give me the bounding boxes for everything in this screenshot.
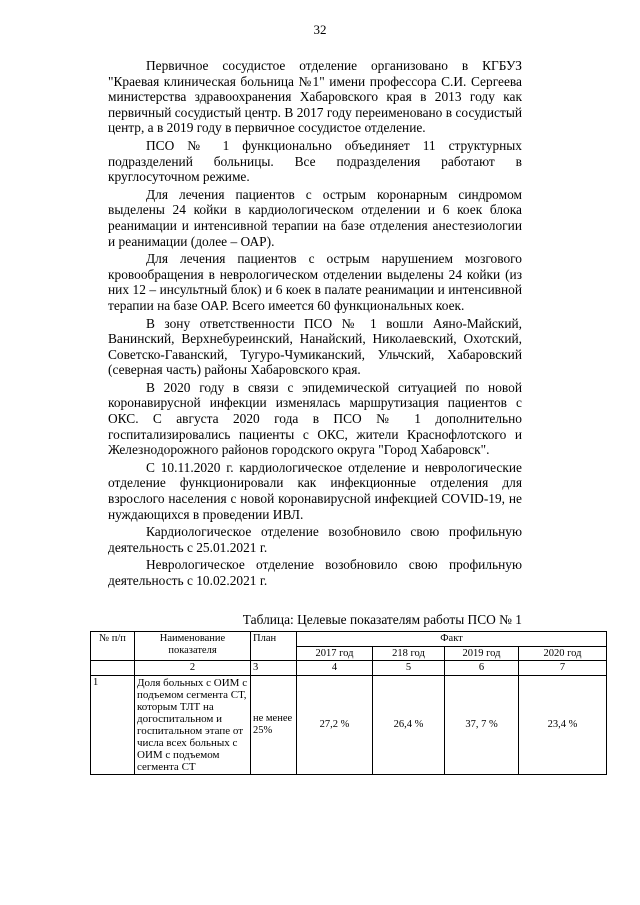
colnum-7: 7 <box>519 661 607 676</box>
colnum-5: 5 <box>373 661 445 676</box>
colnum-3: 3 <box>251 661 297 676</box>
paragraph-oks-beds: Для лечения пациентов с острым коронарным синдромом выделены 24 койки в кардиологическом отделении и 6 коек блока реанимации и интенсивной терапии на базе отделения анестезиологии и реанимации (долее – ОАР). <box>108 186 522 249</box>
table-row <box>91 675 607 774</box>
row-value-2020: 23,4 % <box>519 675 607 774</box>
row-value-2018: 26,4 % <box>373 675 445 774</box>
header-num: № п/п <box>91 632 135 661</box>
header-name: Наименование показателя <box>135 632 251 661</box>
header-year-4: 2020 год <box>519 646 607 661</box>
colnum-1 <box>91 661 135 676</box>
page-number: 32 <box>313 22 327 37</box>
paragraph-routing-2020: В 2020 году в связи с эпидемической ситуацией по новой коронавирусной инфекции изменялась маршрутизация пациентов с ОКС. С августа 2020 года в ПСО № 1 дополнительно госпитализировались пациенты с ОКС, жители Краснофлотского и Железнодорожного районов городского округа "Город Хабаровск". <box>108 379 522 458</box>
row-num: 1 <box>91 675 135 774</box>
paragraph-cardiology-resumed: Кардиологическое отделение возобновило свою профильную деятельность с 25.01.2021 г. <box>108 524 522 555</box>
row-plan: не менее 25% <box>251 675 297 774</box>
table-caption: Таблица: Целевые показателям работы ПСО № 1 <box>242 612 522 627</box>
document-body <box>108 58 522 591</box>
table-colnum-row <box>91 661 607 676</box>
row-value-2017: 27,2 % <box>297 675 373 774</box>
colnum-6: 6 <box>445 661 519 676</box>
row-value-2019: 37, 7 % <box>445 675 519 774</box>
header-plan: План <box>251 632 297 661</box>
paragraph-covid-conversion: С 10.11.2020 г. кардиологическое отделение и неврологические отделение функционировали как инфекционные отделения для взрослого населения с новой коронавирусной инфекцией COVID-19, не нуждающихся в проведении ИВЛ. <box>108 459 522 522</box>
header-year-3: 2019 год <box>445 646 519 661</box>
targets-table <box>90 631 607 775</box>
header-fact: Факт <box>297 632 607 647</box>
paragraph-pso-history: Первичное сосудистое отделение организовано в КГБУЗ "Краевая клиническая больница №1" имени профессора С.И. Сергеева министерства здравоохранения Хабаровского края в 2013 году как первичный сосудистый центр. В 2017 году переименовано в сосудистый центр, а в 2019 году в первичное сосудистое отделение. <box>108 58 522 136</box>
paragraph-neurology-resumed: Неврологическое отделение возобновило свою профильную деятельность с 10.02.2021 г. <box>108 557 522 588</box>
header-year-1: 2017 год <box>297 646 373 661</box>
paragraph-pso-structure: ПСО № 1 функционально объединяет 11 структурных подразделений больницы. Все подразделения работают в круглосуточном режиме. <box>108 137 522 185</box>
header-year-2: 218 год <box>373 646 445 661</box>
colnum-4: 4 <box>297 661 373 676</box>
paragraph-onmk-beds: Для лечения пациентов с острым нарушением мозгового кровообращения в неврологическом отделении выделены 24 койки (из них 12 – инсультный блок) и 6 коек в палате реанимации и интенсивной терапии на базе ОАР. Всего имеется 60 функциональных коек. <box>108 251 522 313</box>
colnum-2: 2 <box>135 661 251 676</box>
paragraph-responsibility-zone: В зону ответственности ПСО № 1 вошли Аяно-Майский, Ванинский, Верхнебуреинский, Нанайский, Николаевский, Охотский, Советско-Гаванский, Тугуро-Чумиканский, Ульчский, Хабаровский (северная часть) районы Хабаровского края. <box>108 315 522 378</box>
row-indicator-name: Доля больных с ОИМ с подъемом сегмента СТ, которым ТЛТ на догоспитальном и госпитальном этапе от числа всех больных с ОИМ с подъемом сегмента СТ <box>135 675 251 774</box>
table-header-row <box>91 632 607 647</box>
